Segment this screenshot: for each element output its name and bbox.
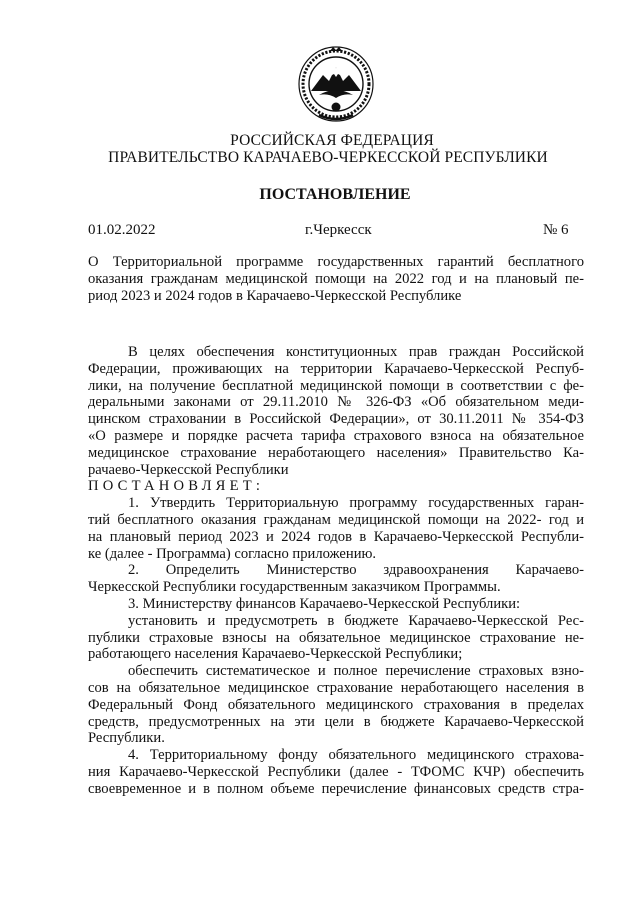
body-line: тий бесплатного оказания гражданам медицинской помощи на 2022- год и [88,511,584,528]
document-title [88,254,584,304]
body-line: В целях обеспечения конституционных прав граждан Российской [128,344,584,360]
body-line: лики, на получение бесплатной медицинской помощи в соответствии с фе- [88,377,584,394]
document-body [88,344,584,798]
body-line: обеспечить систематическое и полное перечисление страховых взно- [128,663,584,680]
government-heading: ПРАВИТЕЛЬСТВО КАРАЧАЕВО-ЧЕРКЕССКОЙ РЕСПУБЛИКИ [108,149,548,166]
document-city: г.Черкесск [305,222,372,238]
title-line: О Территориальной программе государственных гарантий бесплатного [88,254,584,270]
body-line: Республики. [88,730,165,747]
body-line: установить и предусмотреть в бюджете Карачаево-Черкесской Рес- [128,612,584,629]
body-line: 2. Определить Министерство здравоохранения Карачаево- [128,562,584,579]
title-line: риод 2023 и 2024 годов в Карачаево-Черкесской Республике [88,287,462,304]
coat-of-arms-emblem [297,45,375,123]
body-line: 3. Министерству финансов Карачаево-Черкесской Республики: [128,595,521,612]
body-line: работающего населения Карачаево-Черкесской Республики; [88,646,463,663]
body-line: рачаево-Черкесской Республики [88,461,289,478]
body-line: публики страховые взносы на обязательное медицинское страхование не- [88,629,584,646]
body-line: цинском страховании в Российской Федерации», от 30.11.2011 № 354-ФЗ [88,411,584,428]
body-line: медицинское страхование неработающего населения» Правительство Ка- [88,444,584,461]
decree-word: ПОСТАНОВЛЯЕТ: [88,478,265,495]
document-number: № 6 [543,222,569,238]
body-line: Федеральный Фонд обязательного медицинского страхования в пределах [88,696,584,713]
body-line: 1. Утвердить Территориальную программу государственных гаран- [128,495,584,512]
body-line: деральными законами от 29.11.2010 № 326-ФЗ «Об обязательном меди- [88,394,584,411]
body-line: Федерации, проживающих на территории Карачаево-Черкесской Респуб- [88,360,584,377]
title-line: оказания гражданам медицинской помощи на 2022 год и на плановый пе- [88,270,584,287]
body-line: ке (далее - Программа) согласно приложению. [88,545,377,562]
document-type-heading: ПОСТАНОВЛЕНИЕ [259,186,411,203]
body-line: средств, предусмотренных на эти цели в бюджете Карачаево-Черкесской [88,713,584,730]
body-line: 4. Территориальному фонду обязательного медицинского страхова- [128,747,584,764]
body-line: своевременное и в полном объеме перечисление финансовых средств стра- [88,780,584,797]
country-heading: РОССИЙСКАЯ ФЕДЕРАЦИЯ [230,132,434,149]
body-line: Черкесской Республики государственным заказчиком Программы. [88,579,501,596]
body-line: на плановый период 2023 и 2024 годов в Карачаево-Черкесской Республи- [88,528,584,545]
body-line: ния Карачаево-Черкесской Республики (далее - ТФОМС КЧР) обеспечить [88,763,584,780]
body-line: «О размере и порядке расчета тарифа страхового взноса на обязательное [88,427,584,444]
body-line: сов на обязательное медицинское страхование неработающего населения в [88,679,584,696]
document-date: 01.02.2022 [88,222,156,238]
